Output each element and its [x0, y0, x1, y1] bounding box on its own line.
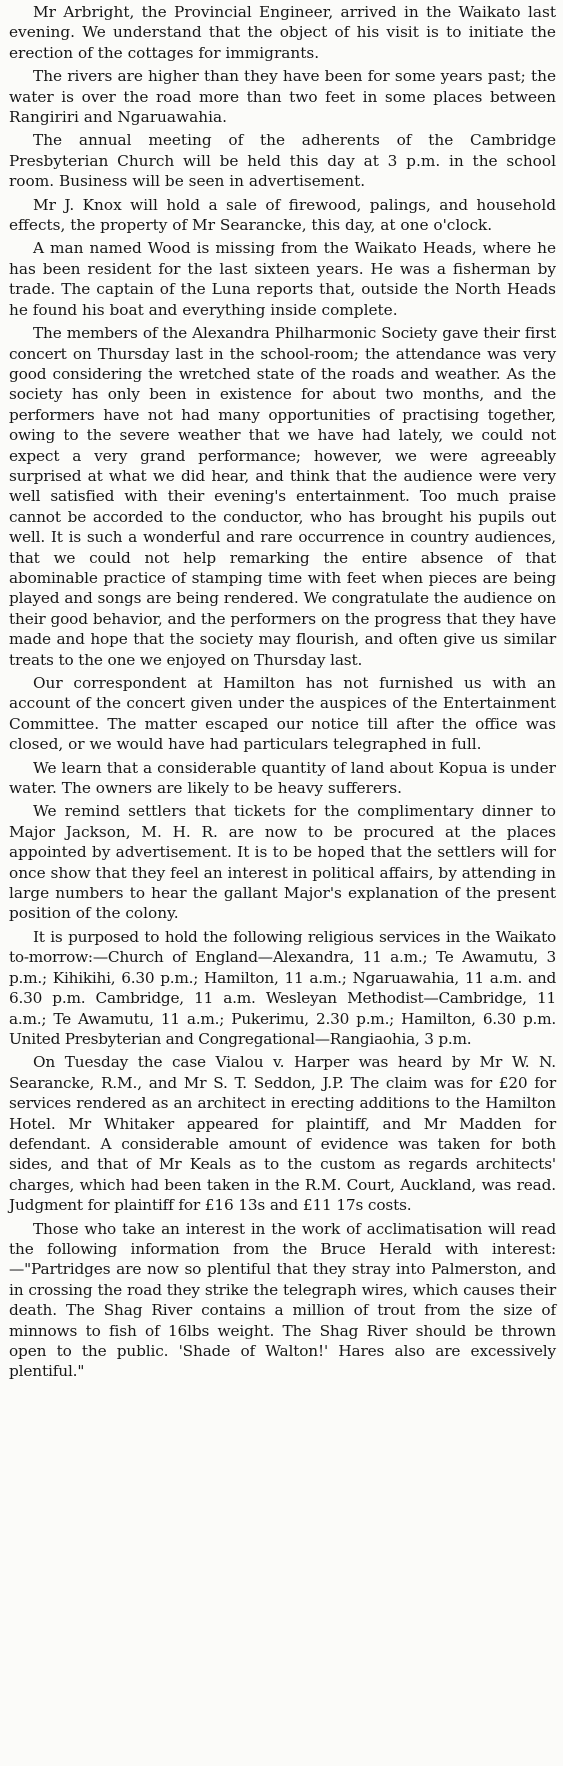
news-item-court-case: On Tuesday the case Vialou v. Harper was heard by Mr W. N. Searancke, R.M., and Mr S. T. Seddon, J.P. The claim was for £20 for services rendered as an architect in erecting additions to the Hamilton Hotel. Mr Whitaker appeared for plaintiff, and Mr Madden for defendant. A considerable amount of evidence was taken for both sides, and that of Mr Keals as to the custom as regards architects' charges, which had been taken in the R.M. Court, Auckland, was read. Judgment for plaintiff for £16 13s and £11 17s costs. — [9, 1053, 556, 1215]
news-item-presbyterian-meeting: The annual meeting of the adherents of the Cambridge Presbyterian Church will be held this day at 3 p.m. in the school room. Business will be seen in advertisement. — [9, 131, 556, 191]
news-item-acclimatisation: Those who take an interest in the work of acclimatisation will read the following information from the Bruce Herald with interest:—"Partridges are now so plentiful that they stray into Palmerston, and in crossing the road they strike the telegraph wires, which causes their death. The Shag River contains a million of trout from the size of minnows to fish of 16lbs weight. The Shag River should be thrown open to the public. 'Shade of Walton!' Hares also are excessively plentiful." — [9, 1219, 556, 1381]
news-item-jackson-dinner: We remind settlers that tickets for the complimentary dinner to Major Jackson, M. H. R. are now to be procured at the places appointed by advertisement. It is to be hoped that the settlers will for once show that they feel an interest in political affairs, by attending in large numbers to hear the gallant Major's explanation of the present position of the colony. — [9, 802, 556, 923]
news-item-knox-sale: Mr J. Knox will hold a sale of firewood, palings, and household effects, the property of Mr Searancke, this day, at one o'clock. — [9, 195, 556, 235]
news-item-hamilton-correspondent: Our correspondent at Hamilton has not furnished us with an account of the concert given under the auspices of the Entertainment Committee. The matter escaped our notice till after the office was closed, or we would have had particulars telegraphed in full. — [9, 674, 556, 754]
news-item-rivers: The rivers are higher than they have been for some years past; the water is over the road more than two feet in some places between Rangiriri and Ngaruawahia. — [9, 67, 556, 127]
news-item-kopua-flood: We learn that a considerable quantity of land about Kopua is under water. The owners are likely to be heavy sufferers. — [9, 758, 556, 798]
news-item-religious-services: It is purposed to hold the following religious services in the Waikato to-morrow:—Church of England—Alexandra, 11 a.m.; Te Awamutu, 3 p.m.; Kihikihi, 6.30 p.m.; Hamilton, 11 a.m.; Ngaruawahia, 11 a.m. and 6.30 p.m. Cambridge, 11 a.m. Wesleyan Methodist—Cambridge, 11 a.m.; Te Awamutu, 11 a.m.; Pukerimu, 2.30 p.m.; Hamilton, 6.30 p.m. United Presbyterian and Congregational—Rangiaohia, 3 p.m. — [9, 927, 556, 1048]
news-item-philharmonic-concert: The members of the Alexandra Philharmonic Society gave their first concert on Thursday last in the school-room; the attendance was very good considering the wretched state of the roads and weather. As the society has only been in existence for about two months, and the performers have not had many opportunities of practising together, owing to the severe weather that we have had lately, we could not expect a very grand performance; however, we were agreeably surprised at what we did hear, and think that the audience were very well satisfied with their evening's entertainment. Too much praise cannot be accorded to the conductor, who has brought his pupils out well. It is such a wonderful and rare occurrence in country audiences, that we could not help remarking the entire absence of that abominable practice of stamping time with feet when pieces are being played and songs are being rendered. We congratulate the audience on their good behavior, and the performers on the progress that they have made and hope that the society may flourish, and often give us similar treats to the one we enjoyed on Thursday last. — [9, 324, 556, 669]
news-item-engineer: Mr Arbright, the Provincial Engineer, arrived in the Waikato last evening. We understand that the object of his visit is to initiate the erection of the cottages for immigrants. — [9, 3, 556, 62]
news-item-missing-man: A man named Wood is missing from the Waikato Heads, where he has been resident for the last sixteen years. He was a fisherman by trade. The captain of the Luna reports that, outside the North Heads he found his boat and everything inside complete. — [9, 239, 556, 319]
